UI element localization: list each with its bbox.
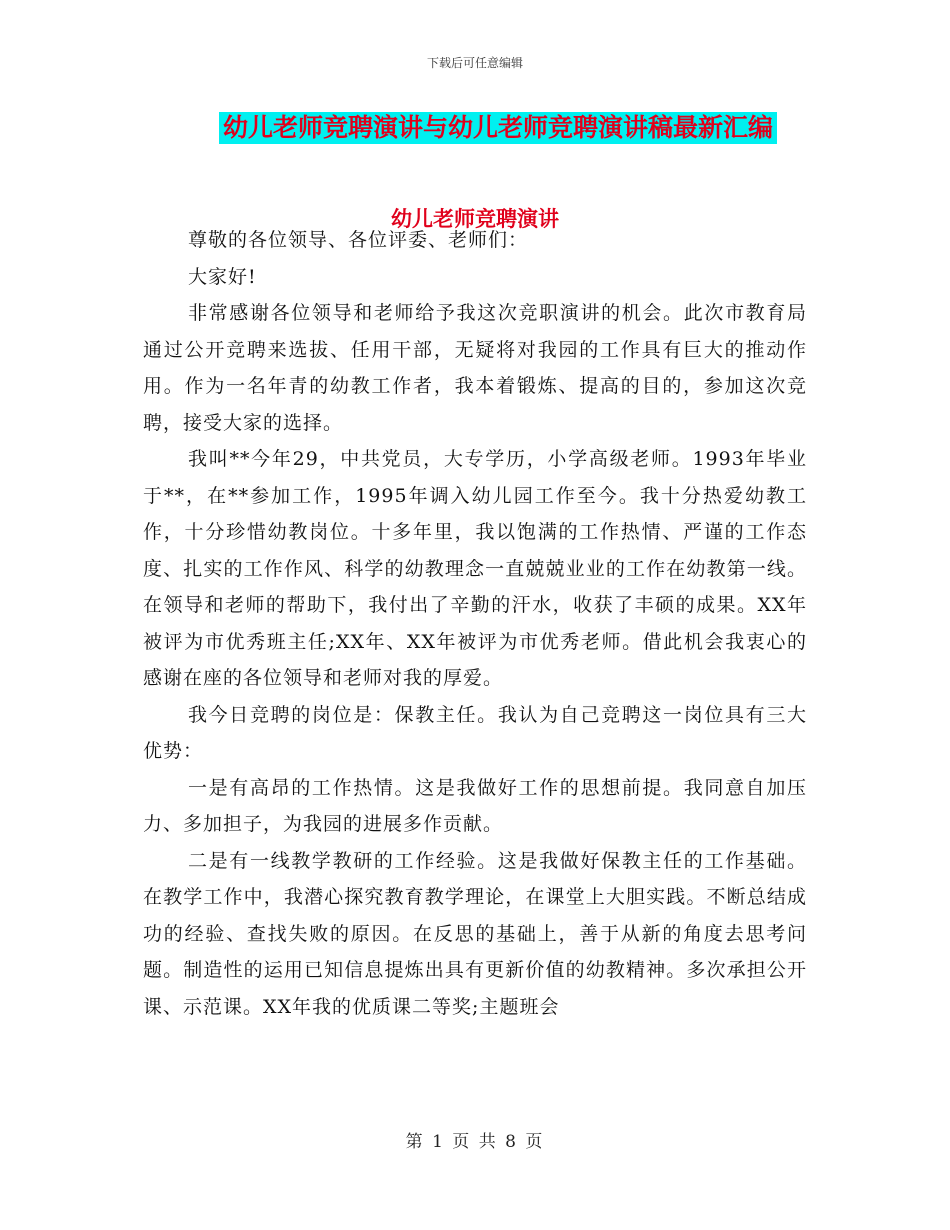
main-title: 幼儿老师竞聘演讲与幼儿老师竞聘演讲稿最新汇编 — [219, 112, 777, 144]
paragraph: 一是有高昂的工作热情。这是我做好工作的思想前提。我同意自加压力、多加担子，为我园的进展多作贡献。 — [143, 776, 807, 835]
paragraph: 我叫**今年29，中共党员，大专学历，小学高级老师。1993年毕业于**，在**参加工作，1995年调入幼儿园工作至今。我十分热爱幼教工作，十分珍惜幼教岗位。十多年里，我以饱满的工作热情、严谨的工作态度、扎实的工作作风、科学的幼教理念一直兢兢业业的工作在幼教第一线。在领导和老师的帮助下，我付出了辛勤的汗水，收获了丰硕的成果。XX年被评为市优秀班主任;XX年、XX年被评为市优秀老师。借此机会我衷心的感谢在座的各位领导和老师对我的厚爱。 — [143, 448, 807, 689]
paragraph: 非常感谢各位领导和老师给予我这次竞职演讲的机会。此次市教育局通过公开竞聘来选拔、任用干部，无疑将对我园的工作具有巨大的推动作用。作为一名年青的幼教工作者，我本着锻炼、提高的目的，参加这次竞聘，接受大家的选择。 — [143, 302, 807, 434]
paragraph: 二是有一线教学教研的工作经验。这是我做好保教主任的工作基础。在教学工作中，我潜心探究教育教学理论，在课堂上大胆实践。不断总结成功的经验、查找失败的原因。在反思的基础上，善于从新的角度去思考问题。制造性的运用已知信息提炼出具有更新价值的幼教精神。多次承担公开课、示范课。XX年我的优质课二等奖;主题班会 — [143, 849, 807, 1018]
body-text — [143, 222, 807, 1025]
main-title-wrap — [0, 112, 950, 144]
paragraph: 我今日竞聘的岗位是：保教主任。我认为自己竞聘这一岗位具有三大优势： — [143, 703, 807, 762]
section-title: 幼儿老师竞聘演讲 — [391, 207, 559, 231]
header-note: 下载后可任意编辑 — [426, 56, 523, 70]
paragraph: 大家好! — [188, 265, 257, 288]
page-footer: 第 1 页 共 8 页 — [405, 1132, 545, 1152]
paragraph: 尊敬的各位领导、各位评委、老师们： — [188, 229, 529, 251]
